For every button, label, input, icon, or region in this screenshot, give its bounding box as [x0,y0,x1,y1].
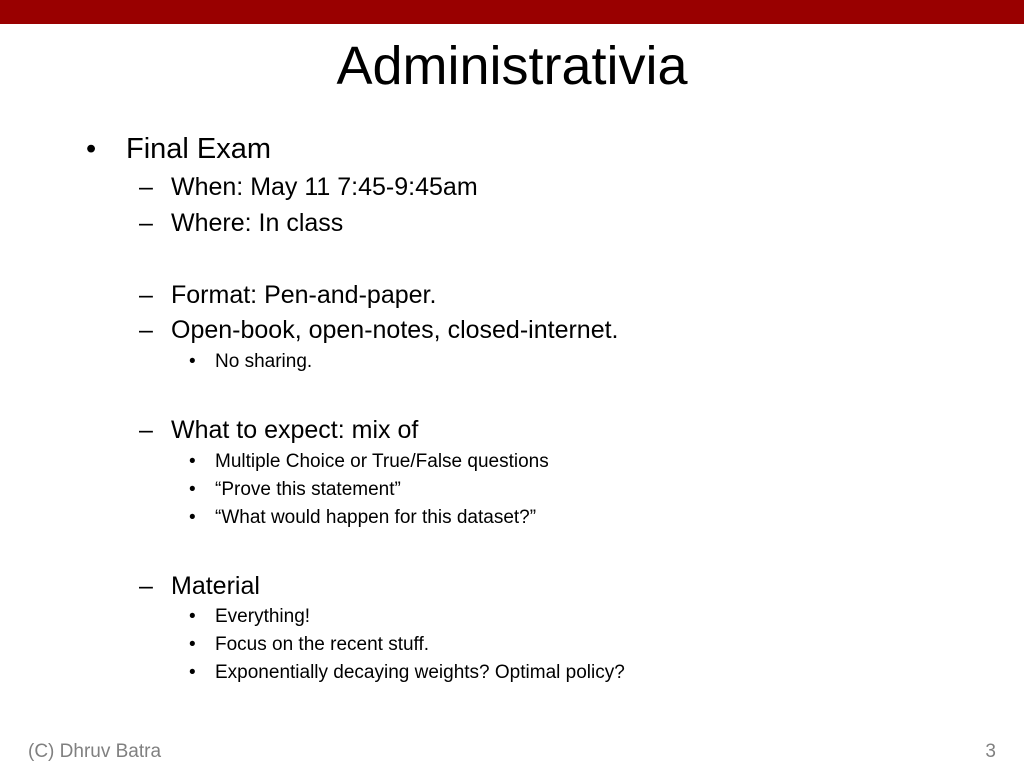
small-bullet-marker: • [189,507,196,528]
sub-bullet-when: When: May 11 7:45-9:45am [171,173,478,201]
slide-title: Administrativia [336,36,688,96]
sub-sub-bullet-prove: “Prove this statement” [215,479,401,500]
sub-sub-bullet-focus: Focus on the recent stuff. [215,634,430,655]
dash-marker: – [139,281,153,309]
sub-bullet-where: Where: In class [171,209,344,237]
sub-bullet-open-book: Open-book, open-notes, closed-internet. [171,316,619,344]
small-bullet-marker: • [189,606,196,627]
sub-bullet-what-to-expect: What to expect: mix of [171,416,419,444]
small-bullet-marker: • [189,634,196,655]
dash-marker: – [139,173,153,201]
dash-marker: – [139,209,153,237]
footer-author: (C) Dhruv Batra [28,741,162,762]
dash-marker: – [139,316,153,344]
sub-sub-bullet-what-would-happen: “What would happen for this dataset?” [215,507,537,528]
sub-bullet-format: Format: Pen-and-paper. [171,281,437,309]
sub-bullet-material: Material [171,572,260,600]
small-bullet-marker: • [189,662,196,683]
bullet-final-exam: Final Exam [126,133,272,165]
bullet-marker: • [86,133,97,165]
small-bullet-marker: • [189,479,196,500]
sub-sub-bullet-everything: Everything! [215,606,311,627]
footer-page-number: 3 [985,741,996,762]
dash-marker: – [139,416,153,444]
small-bullet-marker: • [189,451,196,472]
small-bullet-marker: • [189,351,196,372]
sub-sub-bullet-multiple-choice: Multiple Choice or True/False questions [215,451,549,472]
sub-sub-bullet-exponentially: Exponentially decaying weights? Optimal policy? [215,662,625,683]
dash-marker: – [139,572,153,600]
sub-sub-bullet-no-sharing: No sharing. [215,351,313,372]
